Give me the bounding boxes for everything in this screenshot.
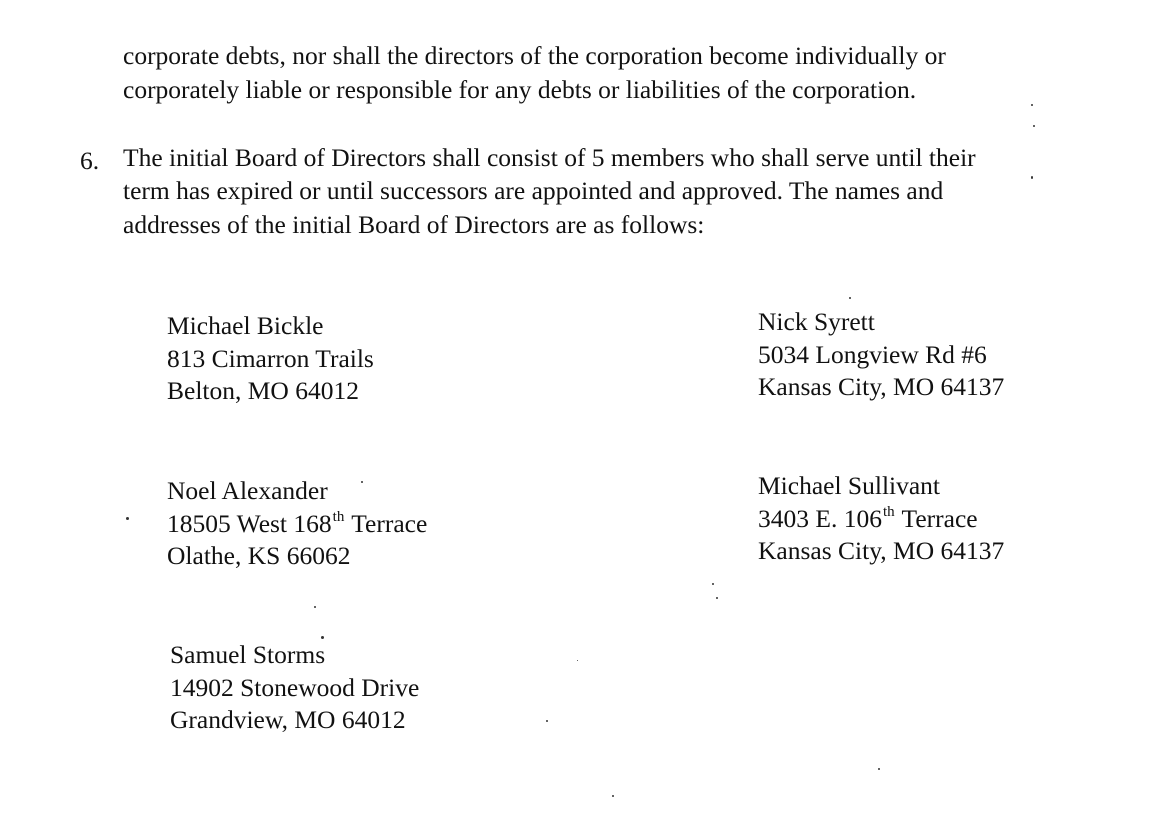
- director-name: Michael Sullivant: [758, 471, 941, 500]
- street-number: 18505 West 168: [167, 508, 332, 538]
- director-city: Kansas City, MO 64137: [758, 536, 1005, 565]
- director-street: 5034 Longview Rd #6: [758, 339, 987, 369]
- scan-speck: [878, 768, 880, 770]
- director-street: [167, 508, 427, 541]
- director-name: Michael Bickle: [167, 311, 324, 340]
- scan-speck: [716, 597, 718, 599]
- director-address-block: [758, 306, 1004, 404]
- director-name: Nick Syrett: [758, 307, 875, 336]
- section5-line-1: corporate debts, nor shall the directors of the corporation become individually or: [123, 41, 946, 70]
- scan-speck: [849, 297, 851, 299]
- director-city: Belton, MO 64012: [167, 376, 359, 405]
- street-type: Terrace: [895, 503, 978, 533]
- director-city: Olathe, KS 66062: [167, 541, 351, 570]
- section6-line-2: term has expired or until successors are appointed and approved. The names and: [123, 176, 944, 205]
- director-city: Kansas City, MO 64137: [758, 372, 1005, 401]
- ordinal-suffix: th: [882, 503, 895, 520]
- scan-speck: [546, 720, 548, 722]
- scan-speck: [321, 636, 324, 639]
- ordinal-suffix: th: [332, 508, 345, 525]
- street-type: Terrace: [345, 508, 428, 538]
- section5-line-2: corporately liable or responsible for any debts or liabilities of the corporation.: [123, 75, 917, 104]
- director-name: Noel Alexander: [167, 476, 328, 505]
- director-street: 14902 Stonewood Drive: [170, 672, 420, 702]
- director-address-block: [167, 310, 374, 408]
- director-name: Samuel Storms: [170, 640, 326, 669]
- scan-speck: [1031, 104, 1033, 106]
- scan-speck: [1033, 125, 1035, 127]
- scan-speck: [126, 517, 129, 520]
- director-street: [758, 503, 1004, 536]
- scan-speck: [577, 660, 578, 661]
- street-number: 3403 E. 106: [758, 503, 882, 533]
- director-address-block: [758, 470, 1004, 568]
- scan-speck: [1031, 176, 1033, 179]
- scan-speck: [712, 583, 714, 585]
- section6-line-3: addresses of the initial Board of Directors are as follows:: [123, 210, 705, 239]
- director-address-block: [170, 639, 419, 737]
- section6-number: 6.: [80, 146, 100, 175]
- director-address-block: [167, 475, 427, 573]
- scan-speck: [612, 795, 614, 797]
- section6-line-1: The initial Board of Directors shall consist of 5 members who shall serve until their: [123, 143, 976, 172]
- director-street: 813 Cimarron Trails: [167, 343, 374, 373]
- scan-speck: [361, 481, 363, 483]
- scan-speck: [314, 606, 316, 608]
- director-city: Grandview, MO 64012: [170, 705, 406, 734]
